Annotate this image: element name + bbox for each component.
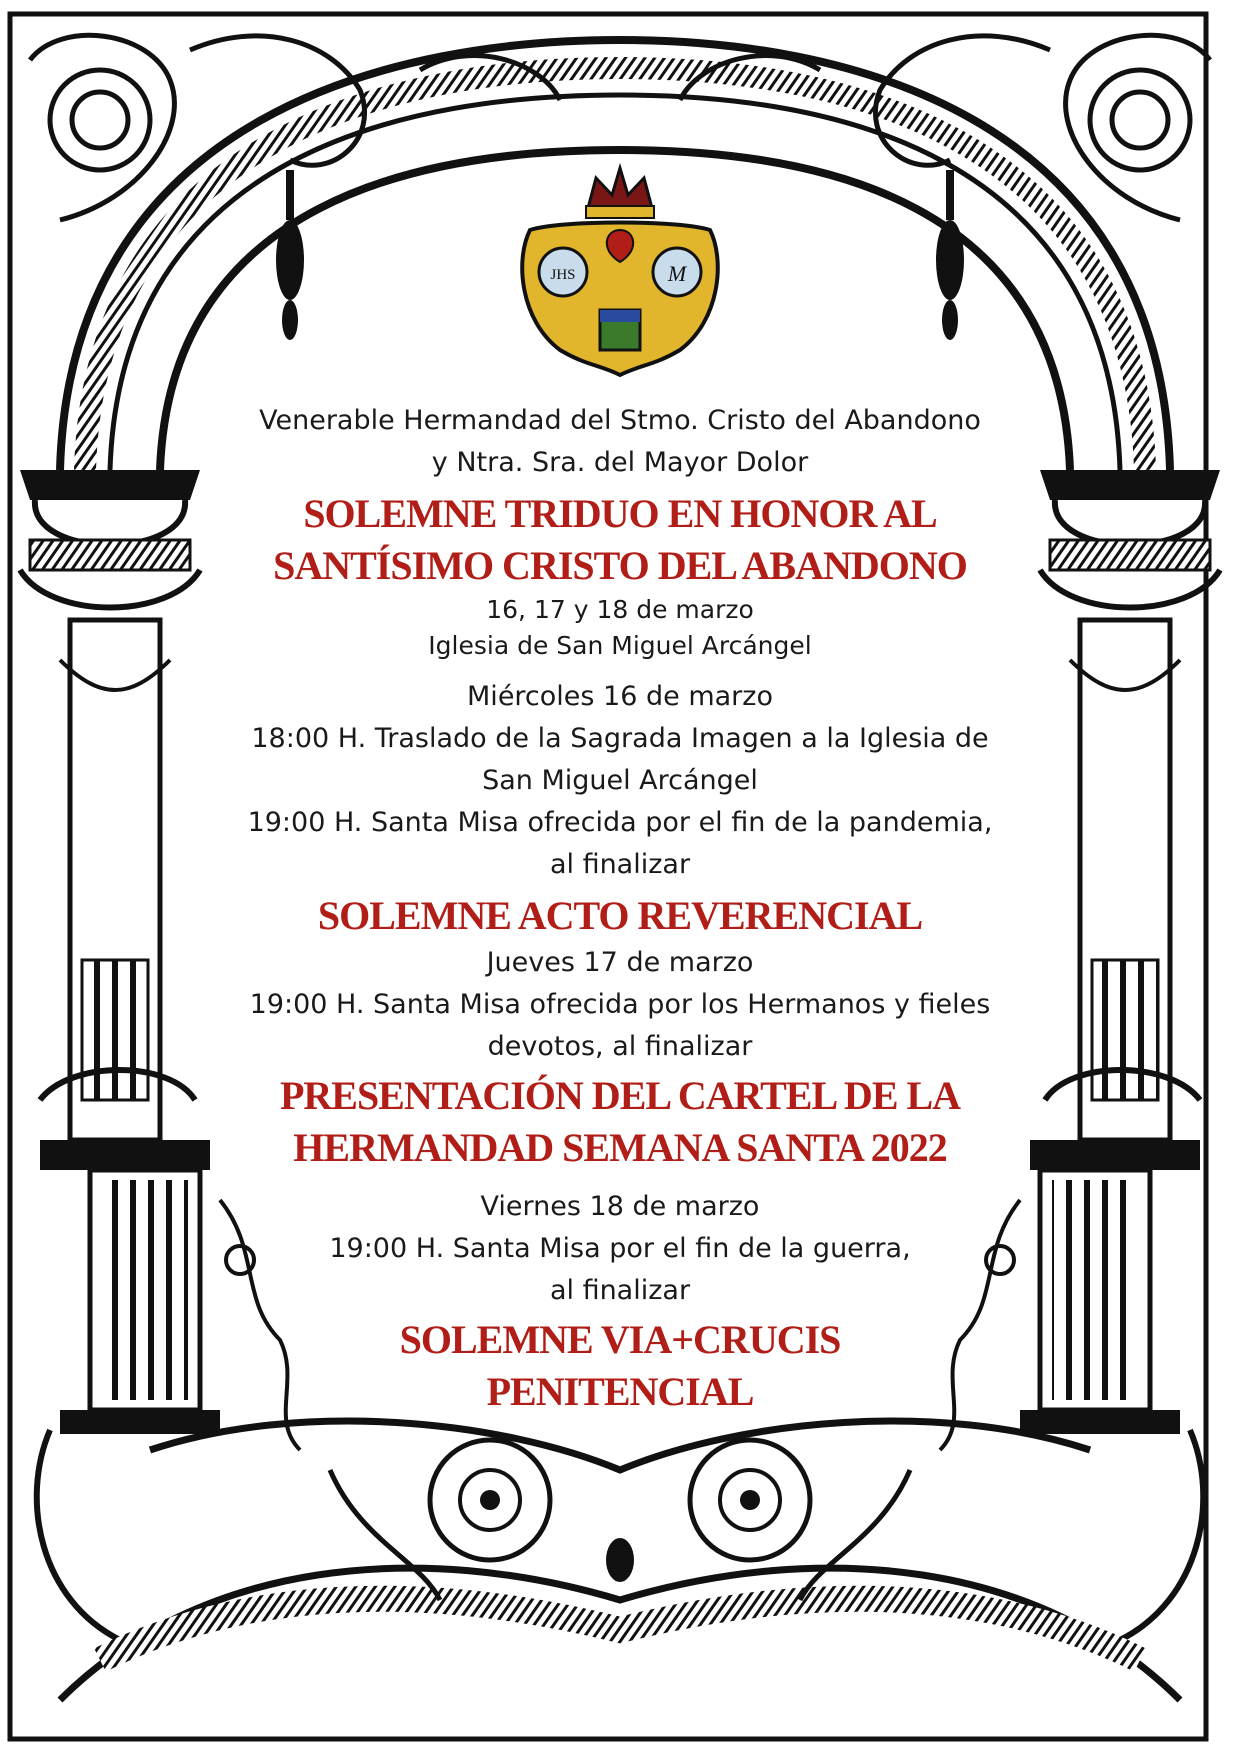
day-heading: Jueves 17 de marzo <box>486 947 754 978</box>
emblem-right-monogram: M <box>667 261 687 286</box>
schedule-line: al finalizar <box>549 849 691 880</box>
poster-text <box>200 400 1040 1418</box>
left-column <box>20 470 220 1640</box>
schedule-line: San Miguel Arcángel <box>482 765 758 796</box>
emblem-left-monogram: JHS <box>550 267 576 283</box>
schedule-line: 19:00 H. Santa Misa ofrecida por los Hermanos y fieles <box>249 989 991 1020</box>
main-title-line2: SANTÍSIMO CRISTO DEL ABANDONO <box>273 543 967 588</box>
act-title: SOLEMNE ACTO REVERENCIAL <box>317 893 923 938</box>
day-heading: Miércoles 16 de marzo <box>467 681 773 712</box>
act-title: SOLEMNE VIA+CRUCIS <box>399 1317 841 1362</box>
brotherhood-name-line2: y Ntra. Sra. del Mayor Dolor <box>431 447 809 478</box>
coat-of-arms-emblem <box>522 168 718 375</box>
main-title-line1: SOLEMNE TRIDUO EN HONOR AL <box>303 491 937 536</box>
day-heading: Viernes 18 de marzo <box>480 1191 760 1222</box>
schedule-line: 19:00 H. Santa Misa ofrecida por el fin de la pandemia, <box>247 807 993 838</box>
act-title: HERMANDAD SEMANA SANTA 2022 <box>293 1125 947 1170</box>
schedule-line: 19:00 H. Santa Misa por el fin de la guerra, <box>329 1233 911 1264</box>
event-venue: Iglesia de San Miguel Arcángel <box>428 631 812 660</box>
schedule-line: 18:00 H. Traslado de la Sagrada Imagen a la Iglesia de <box>251 723 989 754</box>
schedule-line: al finalizar <box>549 1275 691 1306</box>
brotherhood-name-line1: Venerable Hermandad del Stmo. Cristo del Abandono <box>259 405 981 436</box>
event-dates: 16, 17 y 18 de marzo <box>486 595 754 624</box>
right-column <box>1020 470 1220 1640</box>
act-title: PENITENCIAL <box>486 1369 754 1414</box>
act-title: PRESENTACIÓN DEL CARTEL DE LA <box>279 1073 961 1118</box>
schedule-line: devotos, al finalizar <box>487 1031 753 1062</box>
